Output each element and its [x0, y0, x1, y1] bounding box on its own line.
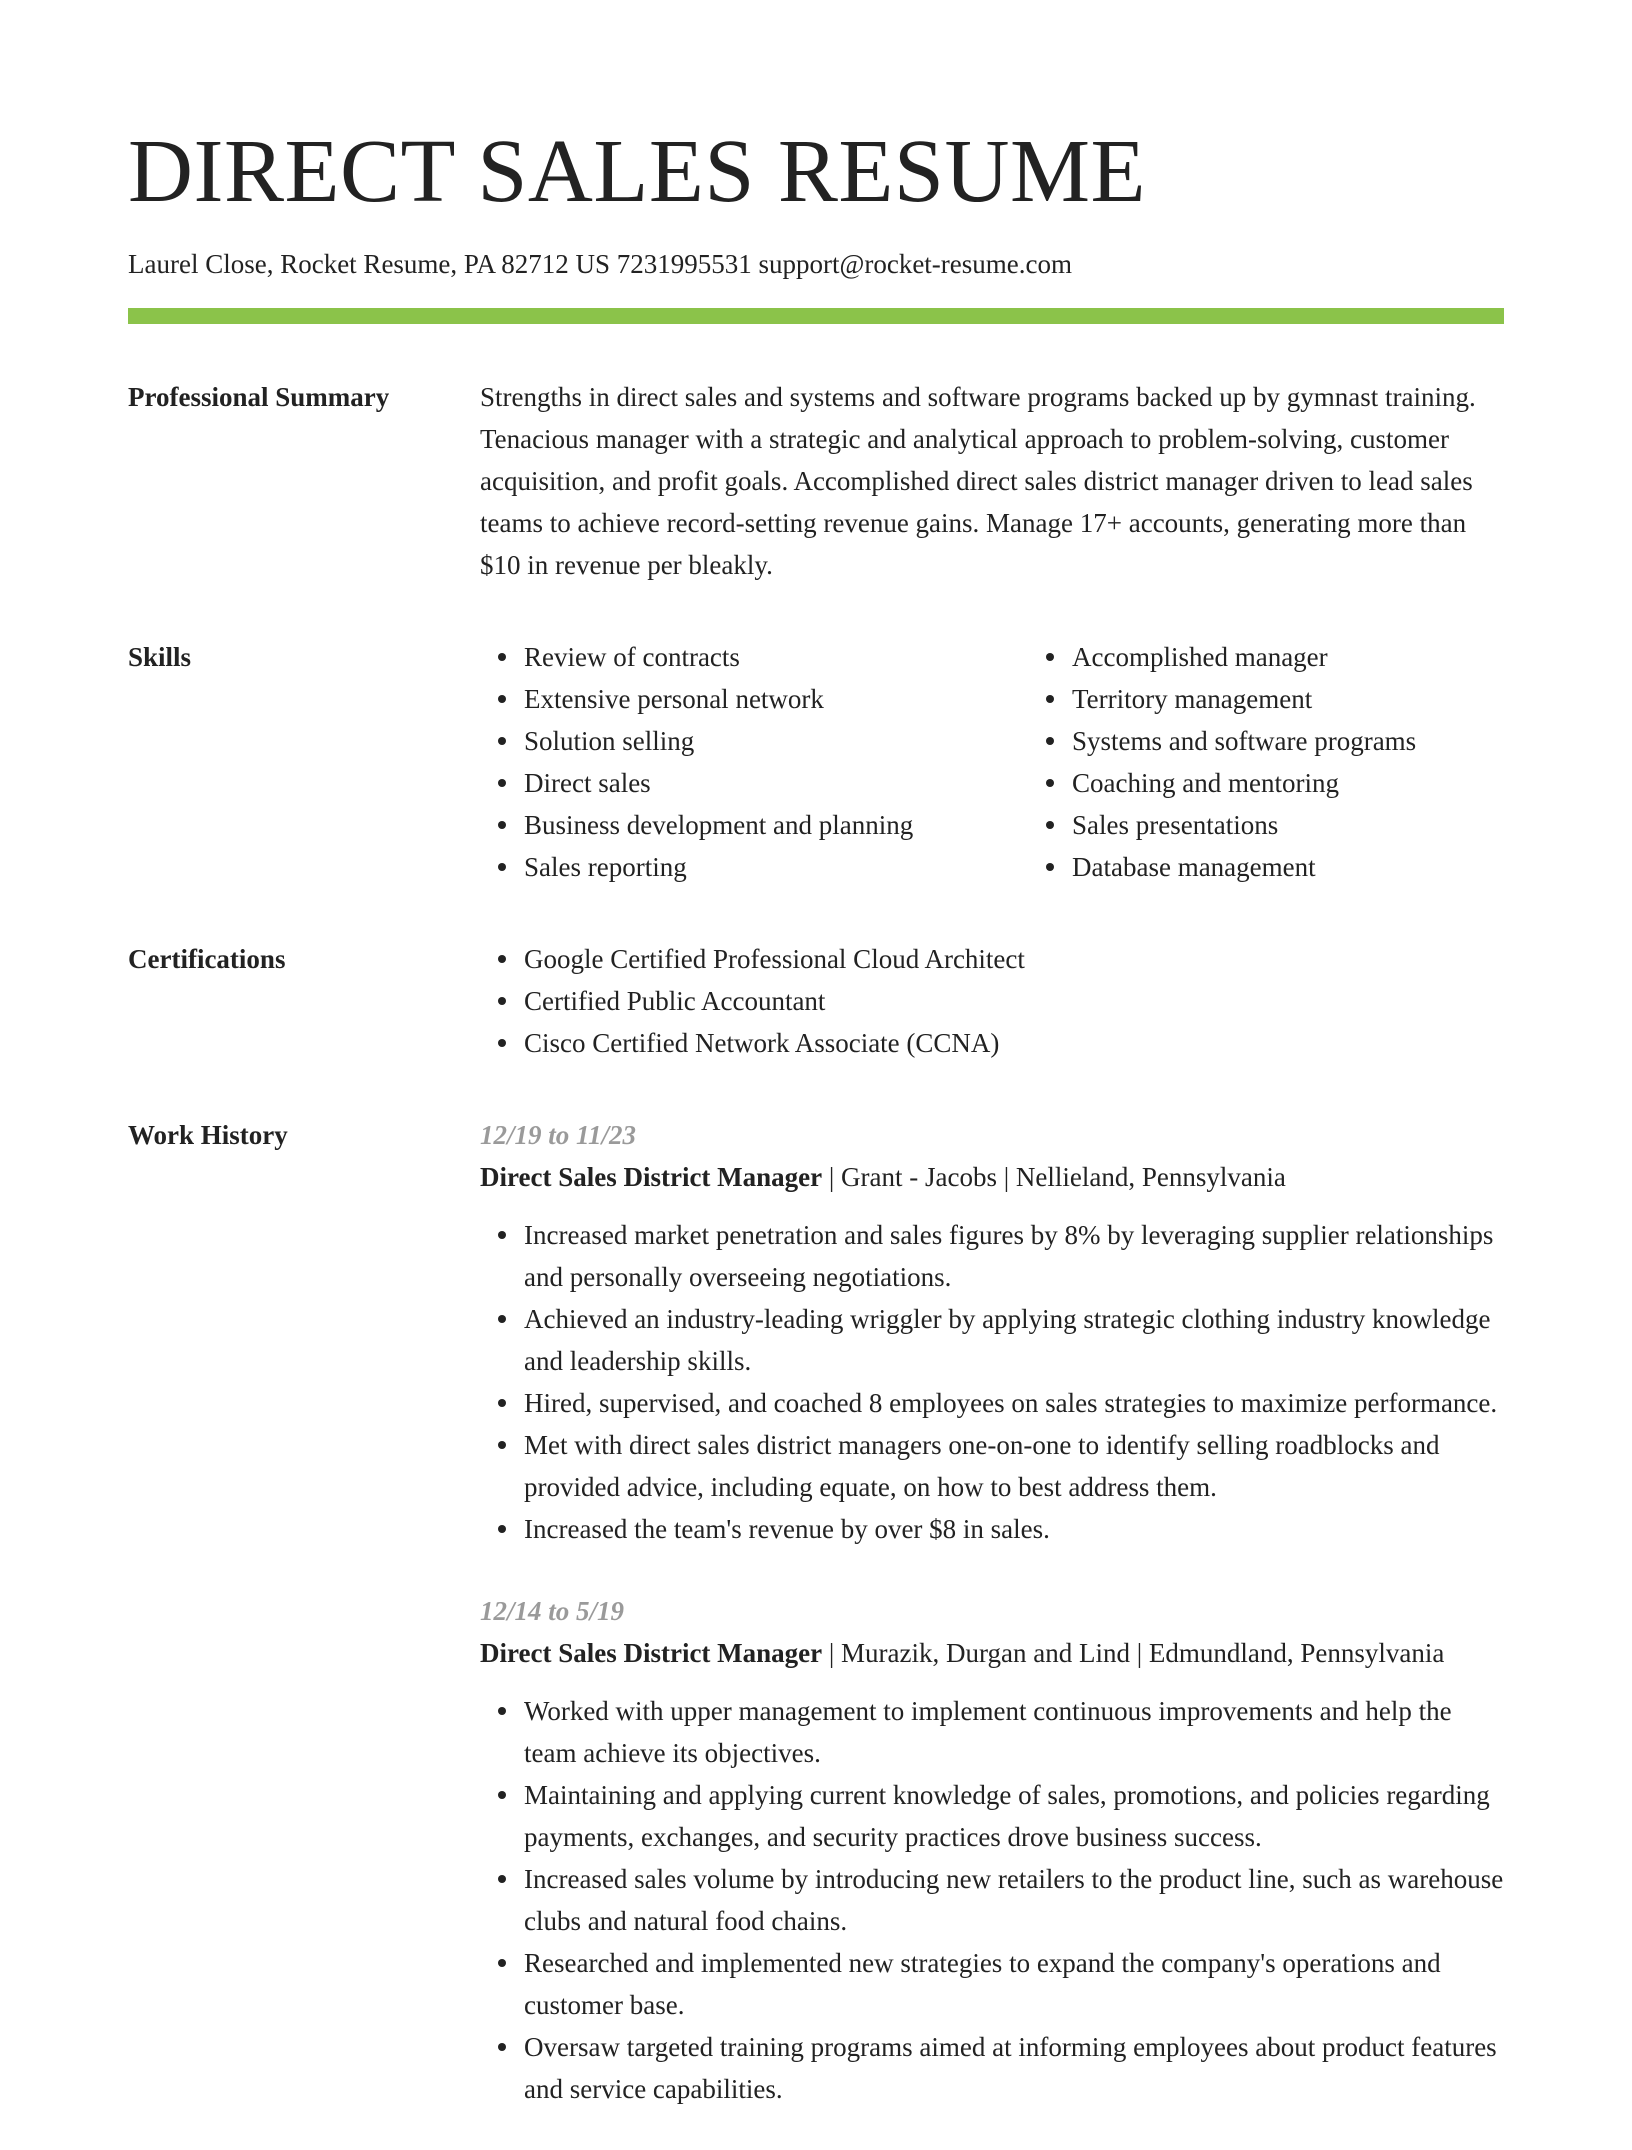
- job-details: | Murazik, Durgan and Lind | Edmundland, Pennsylvania: [822, 1638, 1445, 1668]
- job-bullets: [480, 1690, 1504, 2110]
- section-certifications: [128, 938, 1504, 1064]
- job-dates: 12/14 to 5/19: [480, 1596, 625, 1626]
- contact-phone: 7231995531: [616, 249, 752, 279]
- section-skills: [128, 636, 1504, 888]
- job-title-line: [480, 1632, 1504, 1674]
- job-dates: 12/19 to 11/23: [480, 1120, 637, 1150]
- job-bullet: Met with direct sales district managers one-on-one to identify selling roadblocks and provided advice, including equate, on how to best address them.: [524, 1424, 1504, 1508]
- section-professional-summary: [128, 376, 1504, 586]
- contact-line: [128, 246, 1504, 282]
- job-title: Direct Sales District Manager: [480, 1162, 823, 1192]
- resume-page: [128, 0, 1504, 2150]
- job-bullet: Oversaw targeted training programs aimed at informing employees about product features and service capabilities.: [524, 2026, 1504, 2110]
- skill-item: Coaching and mentoring: [1072, 762, 1592, 804]
- contact-address: Laurel Close, Rocket Resume, PA 82712 US: [128, 249, 610, 279]
- job-bullets: [480, 1214, 1504, 1550]
- section-work-history: [128, 1114, 1504, 2150]
- work-history-body: [480, 1114, 1504, 2150]
- job-entry: [480, 1590, 1504, 2110]
- skills-body: [480, 636, 1592, 888]
- skills-column-right: [1028, 636, 1592, 888]
- skill-item: Database management: [1072, 846, 1592, 888]
- document-title: DIRECT SALES RESUME: [128, 122, 1146, 221]
- job-title-line: [480, 1156, 1504, 1198]
- job-bullet: Achieved an industry-leading wriggler by applying strategic clothing industry knowledge and leadership skills.: [524, 1298, 1504, 1382]
- job-bullet: Researched and implemented new strategies to expand the company's operations and customer base.: [524, 1942, 1504, 2026]
- summary-text: Strengths in direct sales and systems and software programs backed up by gymnast training. Tenacious manager with a strategic and analytical approach to problem-solving, customer acquisition, and profit goals. Accomplished direct sales district manager driven to lead sales teams to achieve record-setting revenue gains. Manage 17+ accounts, generating more than $10 in revenue per bleakly.: [480, 382, 1476, 580]
- section-label-certifications: Certifications: [128, 944, 286, 974]
- skill-item: Business development and planning: [524, 804, 1028, 846]
- job-details: | Grant - Jacobs | Nellieland, Pennsylvania: [822, 1162, 1286, 1192]
- skill-item: Accomplished manager: [1072, 636, 1592, 678]
- skills-column-left: [480, 636, 1028, 888]
- skill-item: Review of contracts: [524, 636, 1028, 678]
- summary-body: [480, 376, 1504, 586]
- section-label-summary: Professional Summary: [128, 382, 390, 412]
- job-bullet: Increased market penetration and sales figures by 8% by leveraging supplier relationships and personally overseeing negotiations.: [524, 1214, 1504, 1298]
- skill-item: Sales reporting: [524, 846, 1028, 888]
- skill-item: Sales presentations: [1072, 804, 1592, 846]
- skill-item: Direct sales: [524, 762, 1028, 804]
- certification-item: Cisco Certified Network Associate (CCNA): [524, 1022, 1504, 1064]
- job-bullet: Hired, supervised, and coached 8 employees on sales strategies to maximize performance.: [524, 1382, 1504, 1424]
- skill-item: Extensive personal network: [524, 678, 1028, 720]
- job-entry: [480, 1114, 1504, 1550]
- job-bullet: Worked with upper management to implement continuous improvements and help the team achieve its objectives.: [524, 1690, 1504, 1774]
- job-bullet: Maintaining and applying current knowledge of sales, promotions, and policies regarding payments, exchanges, and security practices drove business success.: [524, 1774, 1504, 1858]
- skill-item: Solution selling: [524, 720, 1028, 762]
- job-bullet: Increased the team's revenue by over $8 in sales.: [524, 1508, 1504, 1550]
- section-label-work-history: Work History: [128, 1120, 288, 1150]
- skill-item: Systems and software programs: [1072, 720, 1592, 762]
- skills-grid: [480, 636, 1592, 888]
- job-bullet: Increased sales volume by introducing new retailers to the product line, such as warehouse clubs and natural food chains.: [524, 1858, 1504, 1942]
- job-title: Direct Sales District Manager: [480, 1638, 823, 1668]
- header-divider: [128, 308, 1504, 324]
- section-label-skills: Skills: [128, 642, 192, 672]
- certifications-list: [480, 938, 1504, 1064]
- contact-email: support@rocket-resume.com: [758, 249, 1073, 279]
- certifications-body: [480, 938, 1504, 1064]
- certification-item: Google Certified Professional Cloud Architect: [524, 938, 1504, 980]
- certification-item: Certified Public Accountant: [524, 980, 1504, 1022]
- skill-item: Territory management: [1072, 678, 1592, 720]
